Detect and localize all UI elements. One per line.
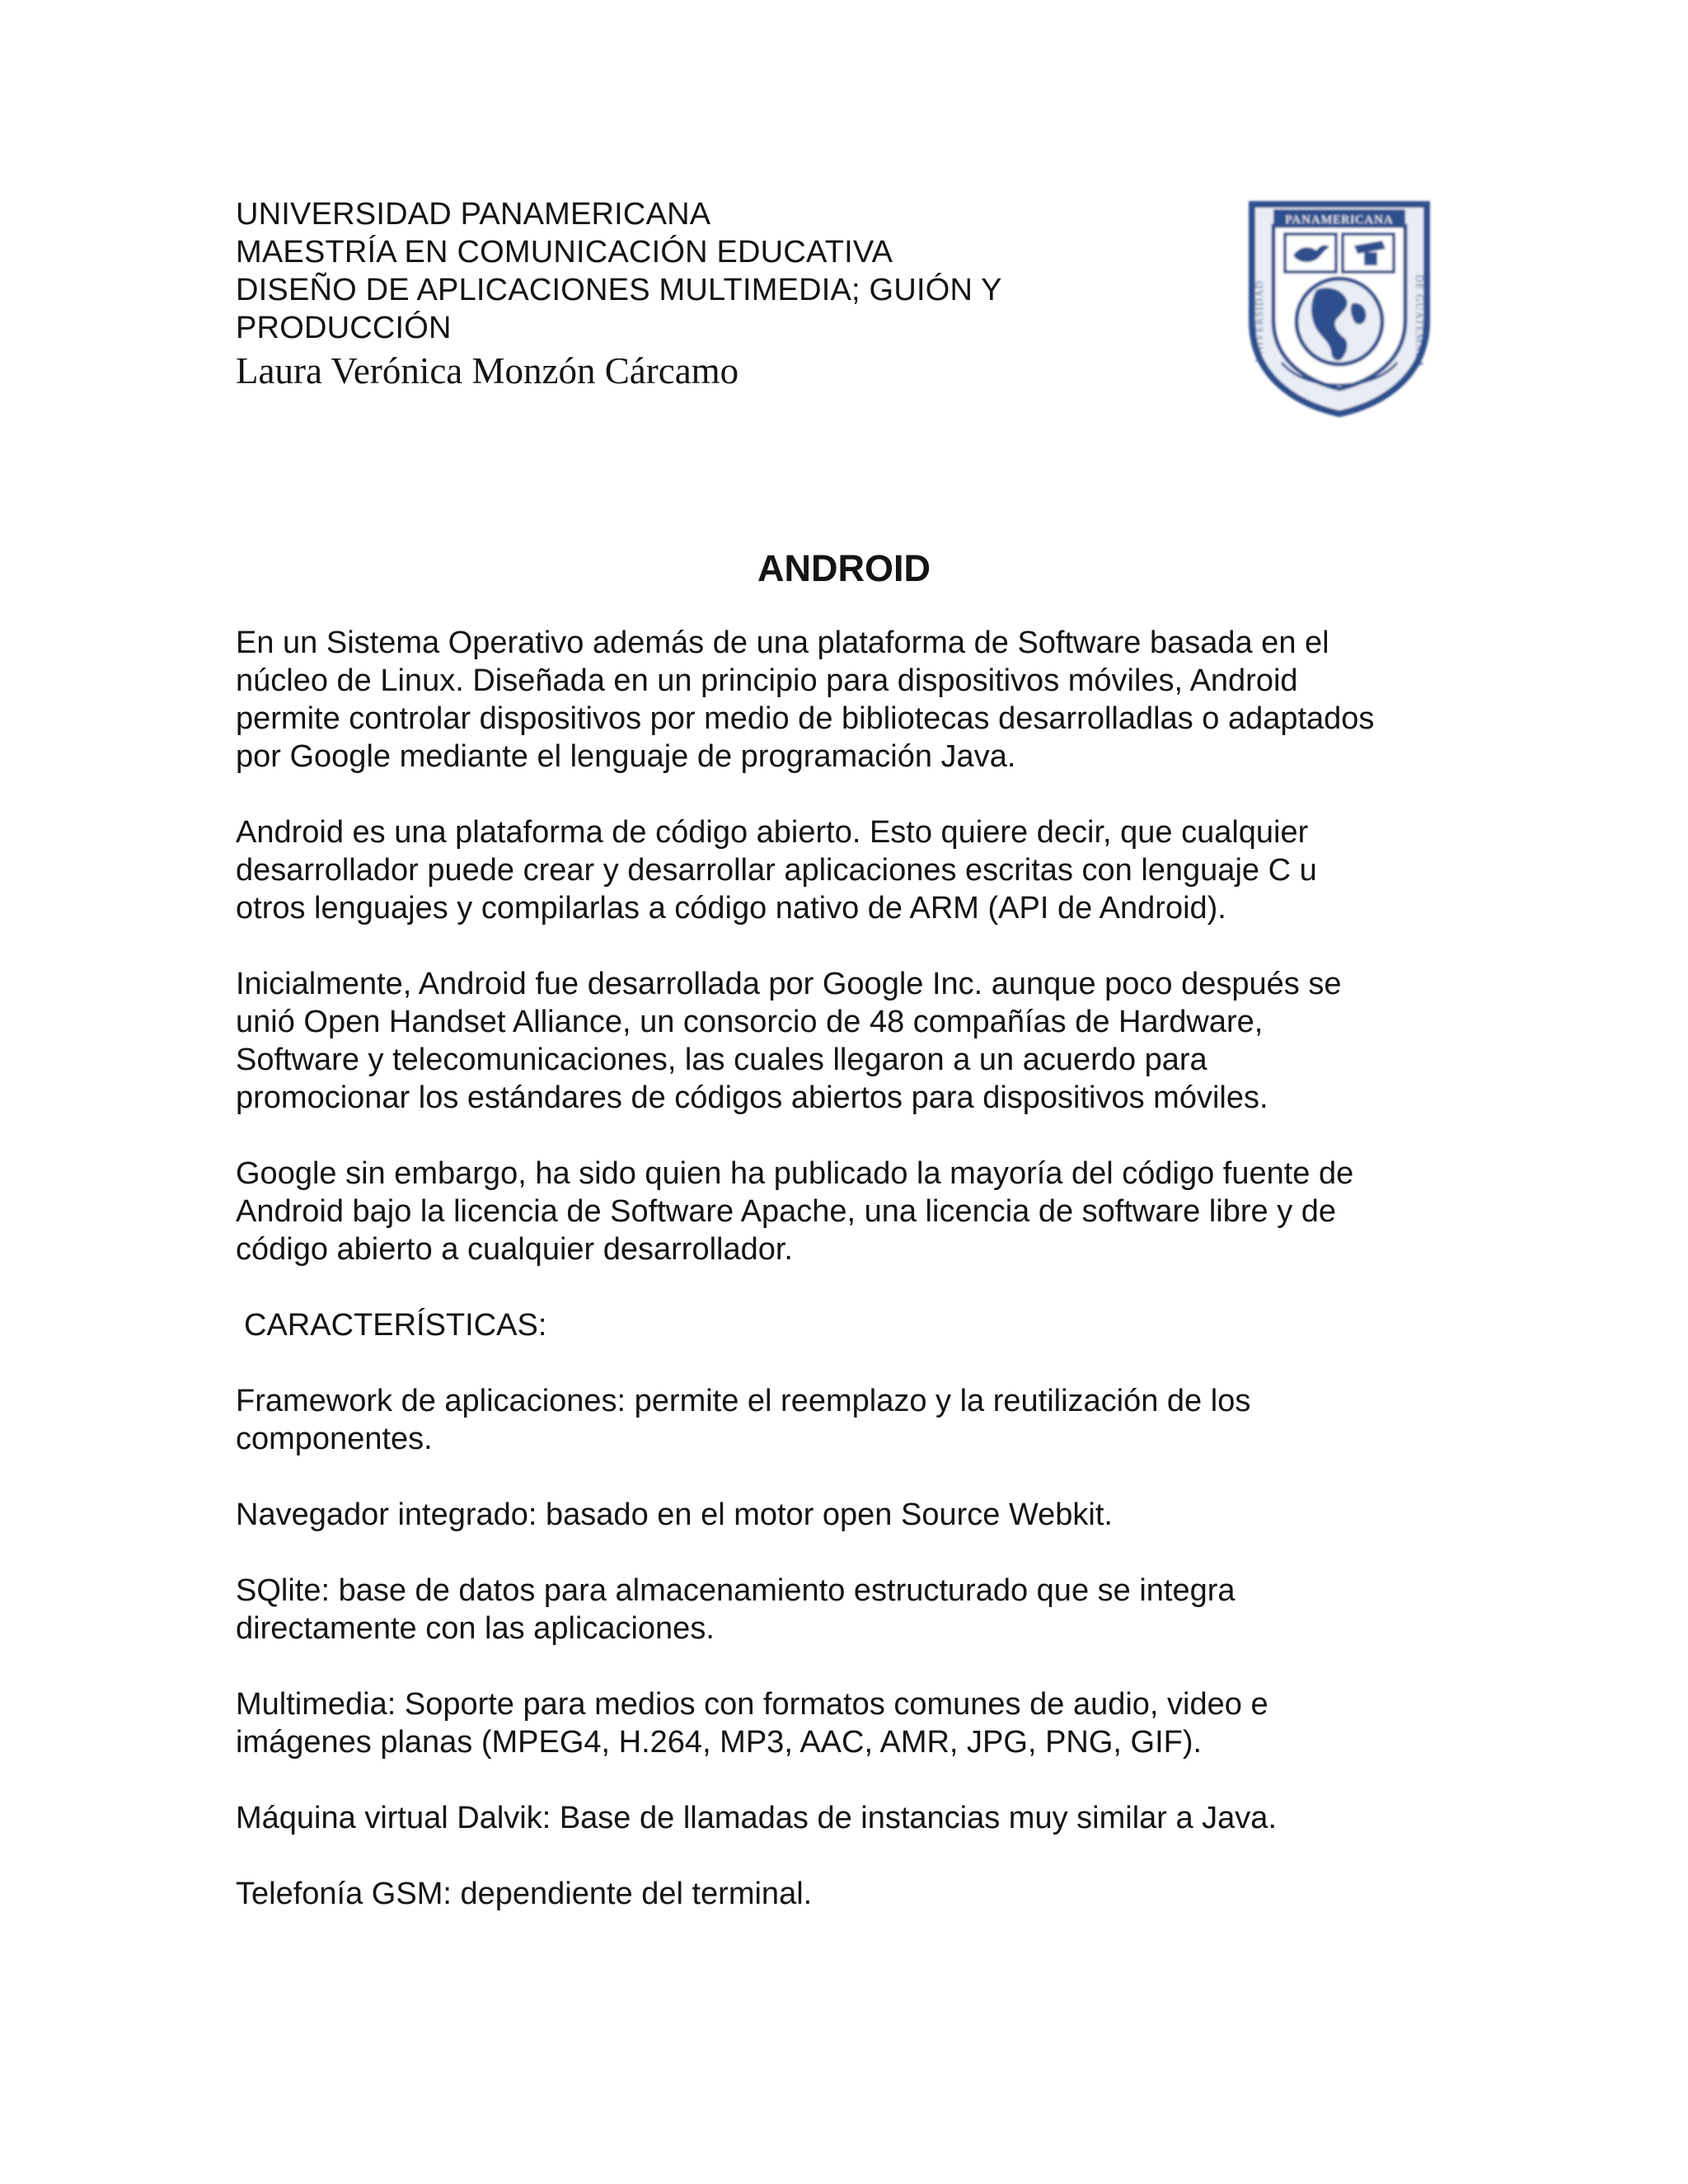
text-line: permite controlar dispositivos por medio de bibliotecas desarrolladlas o adaptados	[236, 701, 1375, 736]
text-line: Máquina virtual Dalvik: Base de llamadas de instancias muy similar a Java.	[236, 1801, 1277, 1835]
feature-item-dalvik	[236, 1799, 1472, 1837]
text-line: Telefonía GSM: dependiente del terminal.	[236, 1877, 813, 1911]
text-line: Google sin embargo, ha sido quien ha publicado la mayoría del código fuente de	[236, 1156, 1354, 1191]
feature-item-sqlite	[236, 1572, 1472, 1647]
text-line: componentes.	[236, 1422, 433, 1456]
header-course-line-2: PRODUCCIÓN	[236, 311, 452, 345]
text-line: Navegador integrado: basado en el motor open Source Webkit.	[236, 1497, 1113, 1532]
text-line: promocionar los estándares de códigos abiertos para dispositivos móviles.	[236, 1080, 1268, 1115]
paragraph-history	[236, 965, 1472, 1117]
text-line: Inicialmente, Android fue desarrollada por Google Inc. aunque poco después se	[236, 967, 1342, 1001]
header-course-line-1: DISEÑO DE APLICACIONES MULTIMEDIA; GUIÓN Y	[236, 273, 1002, 307]
text-line: desarrollador puede crear y desarrollar aplicaciones escritas con lenguaje C u	[236, 853, 1317, 888]
svg-text:UNIVERSIDAD: UNIVERSIDAD	[1253, 280, 1265, 363]
feature-item-framework	[236, 1382, 1472, 1458]
paragraph-license	[236, 1155, 1472, 1268]
text-line: Framework de aplicaciones: permite el reemplazo y la reutilización de los	[236, 1384, 1251, 1418]
document-title: ANDROID	[757, 547, 931, 589]
svg-text:DE GUATEMALA: DE GUATEMALA	[1414, 274, 1426, 368]
paragraph-open-source	[236, 813, 1472, 927]
university-crest-icon	[1240, 198, 1438, 420]
document-header	[236, 195, 1225, 395]
header-program: MAESTRÍA EN COMUNICACIÓN EDUCATIVA	[236, 235, 893, 269]
text-line: por Google mediante el lenguaje de programación Java.	[236, 739, 1016, 774]
svg-text:PANAMERICANA: PANAMERICANA	[1285, 213, 1394, 227]
text-line: núcleo de Linux. Diseñada en un principio para dispositivos móviles, Android	[236, 663, 1298, 698]
text-line: otros lenguajes y compilarlas a código nativo de ARM (API de Android).	[236, 891, 1226, 926]
feature-item-browser	[236, 1496, 1472, 1534]
text-line: unió Open Handset Alliance, un consorcio de 48 compañías de Hardware,	[236, 1005, 1264, 1039]
section-heading-features: CARACTERÍSTICAS:	[244, 1308, 547, 1343]
author-name: Laura Verónica Monzón Cárcamo	[236, 350, 739, 391]
feature-item-telephony	[236, 1875, 1472, 1913]
paragraph-intro	[236, 624, 1472, 776]
text-line: directamente con las aplicaciones.	[236, 1611, 715, 1646]
text-line: Multimedia: Soporte para medios con formatos comunes de audio, video e	[236, 1687, 1268, 1722]
document-body	[236, 624, 1472, 1951]
text-line: Android bajo la licencia de Software Apache, una licencia de software libre y de	[236, 1194, 1337, 1229]
text-line: Android es una plataforma de código abierto. Esto quiere decir, que cualquier	[236, 815, 1309, 850]
header-university: UNIVERSIDAD PANAMERICANA	[236, 197, 711, 232]
feature-item-multimedia	[236, 1685, 1472, 1761]
text-line: SQlite: base de datos para almacenamiento estructurado que se integra	[236, 1573, 1236, 1608]
text-line: Software y telecomunicaciones, las cuales llegaron a un acuerdo para	[236, 1043, 1207, 1077]
text-line: En un Sistema Operativo además de una plataforma de Software basada en el	[236, 626, 1329, 660]
text-line: código abierto a cualquier desarrollador.	[236, 1232, 793, 1267]
text-line: imágenes planas (MPEG4, H.264, MP3, AAC, AMR, JPG, PNG, GIF).	[236, 1725, 1203, 1760]
